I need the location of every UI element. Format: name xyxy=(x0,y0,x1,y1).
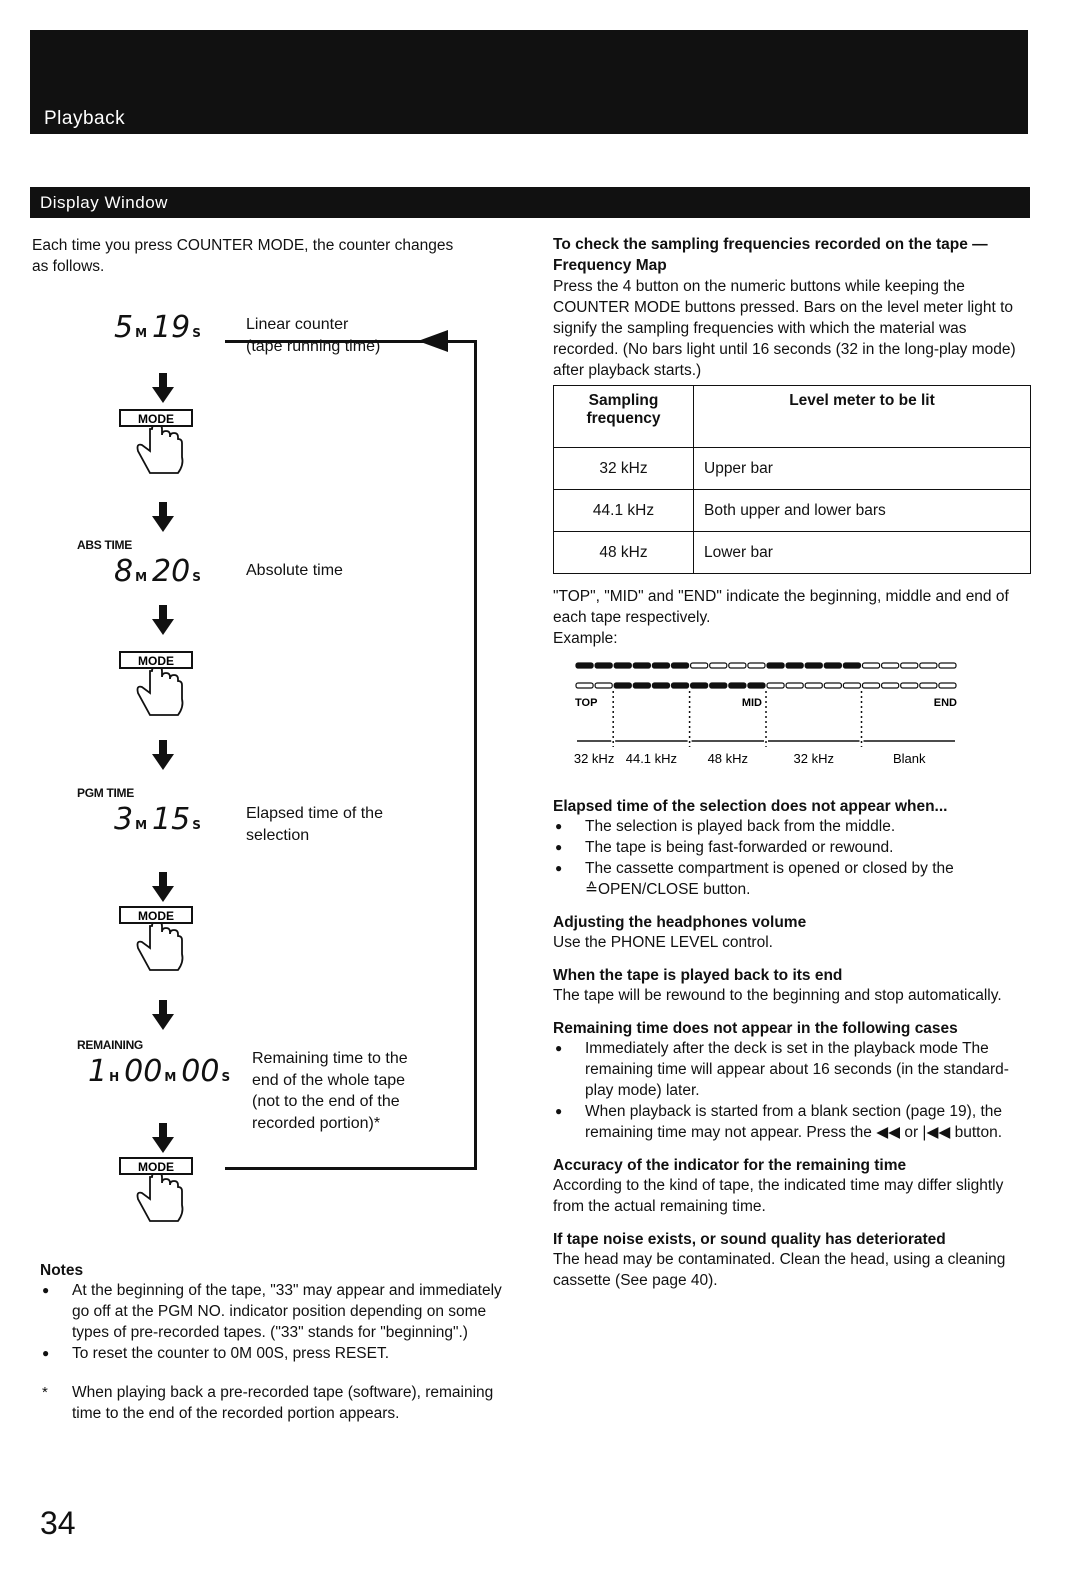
frequency-table xyxy=(553,385,1031,574)
freq-map-title: To check the sampling frequencies recorded on the tape — Frequency Map xyxy=(553,236,988,274)
level-meter-segment-lower xyxy=(863,683,880,688)
note-item: ● To reset the counter to 0M 00S, press RESET. xyxy=(40,1343,520,1364)
region-label: 32 kHz xyxy=(793,751,834,766)
down-arrow-icon xyxy=(152,605,174,635)
hand-press-icon xyxy=(118,650,198,722)
counter-display xyxy=(114,310,206,345)
table-header: Sampling frequency xyxy=(554,386,694,448)
counter-unit: S xyxy=(192,570,201,584)
freq-map-text: Press the 4 button on the numeric buttons while keeping the COUNTER MODE buttons pressed. Bars on the level meter light to signify the sampling frequencies with which the material was recorded. (No bars light until 16 seconds (32 in the long-play mode) after playback starts.) xyxy=(553,278,1016,379)
counter-unit: H xyxy=(109,1070,120,1084)
hand-press-icon xyxy=(118,408,198,480)
level-meter-segment-lower xyxy=(767,683,784,688)
counter-unit: M xyxy=(135,570,148,584)
section-heading: Elapsed time of the selection does not appear when... xyxy=(553,798,948,815)
notes-list xyxy=(40,1280,520,1424)
table-cell: 44.1 kHz xyxy=(554,490,694,532)
counter-description: Remaining time to the end of the whole tape (not to the end of the recorded portion)* xyxy=(252,1050,408,1132)
bullet-item: ● Immediately after the deck is set in the playback mode The remaining time will appear about 16 seconds (in the standard-play mode) later. xyxy=(553,1038,1033,1101)
counter-unit: M xyxy=(135,818,148,832)
counter-digits: 1 xyxy=(88,1054,108,1089)
region-label: 32 kHz xyxy=(573,751,615,766)
bullet-item: ● The cassette compartment is opened or closed by the ≙OPEN/CLOSE button. xyxy=(553,858,1033,900)
level-meter-segment-upper xyxy=(710,663,727,668)
section-text: According to the kind of tape, the indicated time may differ slightly from the actual remaining time. xyxy=(553,1177,1004,1215)
level-meter-segment-upper xyxy=(614,663,631,668)
example-label: Example: xyxy=(553,630,618,647)
table-cell: Both upper and lower bars xyxy=(694,490,1031,532)
bullet-list xyxy=(553,816,1033,900)
level-meter-segment-lower xyxy=(576,683,593,688)
level-meter-segment-upper xyxy=(729,663,746,668)
level-meter-segment-lower xyxy=(882,683,899,688)
level-meter-segment-upper xyxy=(882,663,899,668)
notes-title: Notes xyxy=(40,1262,84,1279)
bullet-item: ● When playback is started from a blank section (page 19), the remaining time may not appear. Press the ◀◀ or |◀◀ button. xyxy=(553,1101,1033,1143)
level-meter-segment-upper xyxy=(920,663,937,668)
level-meter-segment-lower xyxy=(805,683,822,688)
marker-end: END xyxy=(933,697,957,709)
section-text: The head may be contaminated. Clean the head, using a cleaning cassette (See page 40). xyxy=(553,1251,1006,1289)
counter-digits: 5 xyxy=(114,310,134,345)
level-meter-segment-upper xyxy=(805,663,822,668)
table-cell: 32 kHz xyxy=(554,448,694,490)
table-header: Level meter to be lit xyxy=(694,386,1031,448)
mode-label: MODE xyxy=(138,654,174,668)
counter-unit: S xyxy=(192,818,201,832)
level-meter-segment-lower xyxy=(595,683,612,688)
section-text: Use the PHONE LEVEL control. xyxy=(553,934,773,951)
counter-digits: 15 xyxy=(152,802,191,837)
section-heading: When the tape is played back to its end xyxy=(553,967,843,984)
level-meter-segment-upper xyxy=(633,663,650,668)
level-meter-segment-lower xyxy=(710,683,727,688)
counter-unit: S xyxy=(192,326,201,340)
counter-display xyxy=(88,1054,235,1089)
counter-display xyxy=(114,802,206,837)
level-meter-segment-upper xyxy=(901,663,918,668)
level-meter-segment-lower xyxy=(672,683,689,688)
bullet-list xyxy=(553,1038,1033,1143)
counter-digits: 3 xyxy=(114,802,134,837)
level-meter-segment-lower xyxy=(920,683,937,688)
counter-digits: 00 xyxy=(124,1054,163,1089)
mode-label: MODE xyxy=(138,909,174,923)
counter-description: Elapsed time of the selection xyxy=(246,805,383,844)
region-label: 48 kHz xyxy=(707,751,749,766)
down-arrow-icon xyxy=(152,872,174,902)
counter-unit: M xyxy=(164,1070,177,1084)
hand-press-icon xyxy=(118,1156,198,1228)
counter-digits: 20 xyxy=(152,554,191,589)
counter-digits: 00 xyxy=(181,1054,220,1089)
level-meter-segment-upper xyxy=(767,663,784,668)
level-meter-segment-lower xyxy=(939,683,956,688)
level-meter-segment-upper xyxy=(824,663,841,668)
header-bar xyxy=(30,30,1028,134)
mode-button[interactable] xyxy=(118,650,198,722)
level-meter-segment-lower xyxy=(786,683,803,688)
counter-description: Absolute time xyxy=(246,562,343,579)
counter-unit: S xyxy=(221,1070,231,1084)
loop-arrowhead xyxy=(418,330,448,352)
mode-label: MODE xyxy=(138,412,174,426)
header-title: Playback xyxy=(44,108,126,129)
down-arrow-icon xyxy=(152,1123,174,1153)
counter-digits: 8 xyxy=(114,554,134,589)
section-heading: Adjusting the headphones volume xyxy=(553,914,807,931)
footnote: * When playing back a pre-recorded tape (software), remaining time to the end of the recorded portion appears. xyxy=(40,1382,520,1424)
top-mid-end-text: "TOP", "MID" and "END" indicate the beginning, middle and end of each tape respectively. xyxy=(553,588,1009,626)
marker-mid: MID xyxy=(741,697,762,709)
level-meter-segment-upper xyxy=(672,663,689,668)
bullet-item: ● The tape is being fast-forwarded or rewound. xyxy=(553,837,1033,858)
down-arrow-icon xyxy=(152,502,174,532)
table-cell: 48 kHz xyxy=(554,532,694,574)
mode-button[interactable] xyxy=(118,408,198,480)
loop-line xyxy=(225,340,477,1170)
counter-mode-label: ABS TIME xyxy=(77,538,132,552)
section-heading: If tape noise exists, or sound quality has deteriorated xyxy=(553,1231,946,1248)
level-meter-segment-lower xyxy=(824,683,841,688)
frequency-map xyxy=(553,649,1033,779)
region-label: Blank xyxy=(892,751,926,766)
level-meter-segment-lower xyxy=(729,683,746,688)
level-meter-segment-upper xyxy=(939,663,956,668)
counter-mode-label: REMAINING xyxy=(77,1038,143,1052)
counter-display xyxy=(114,554,206,589)
level-meter-segment-lower xyxy=(633,683,650,688)
level-meter-segment-lower xyxy=(748,683,765,688)
bullet-item: ● The selection is played back from the middle. xyxy=(553,816,1033,837)
hand-press-icon xyxy=(118,905,198,977)
level-meter-segment-lower xyxy=(901,683,918,688)
section-title: Display Window xyxy=(40,193,168,212)
level-meter-segment-upper xyxy=(843,663,860,668)
level-meter-segment-lower xyxy=(614,683,631,688)
level-meter-segment-lower xyxy=(843,683,860,688)
level-meter-segment-upper xyxy=(863,663,880,668)
marker-top: TOP xyxy=(575,697,598,709)
section-bar xyxy=(30,187,1030,218)
mode-button[interactable] xyxy=(118,905,198,977)
down-arrow-icon xyxy=(152,740,174,770)
mode-button[interactable] xyxy=(118,1156,198,1228)
counter-digits: 19 xyxy=(152,310,191,345)
section-heading: Remaining time does not appear in the following cases xyxy=(553,1020,958,1037)
level-meter-segment-upper xyxy=(652,663,669,668)
region-label: 44.1 kHz xyxy=(625,751,678,766)
level-meter-segment-upper xyxy=(786,663,803,668)
counter-description: Linear counter (tape running time) xyxy=(246,316,381,355)
page-number: 34 xyxy=(40,1505,76,1541)
counter-mode-label: PGM TIME xyxy=(77,786,134,800)
level-meter-segment-upper xyxy=(748,663,765,668)
level-meter-segment-upper xyxy=(691,663,708,668)
table-cell: Upper bar xyxy=(694,448,1031,490)
level-meter-segment-upper xyxy=(595,663,612,668)
down-arrow-icon xyxy=(152,1000,174,1030)
note-item: ● At the beginning of the tape, "33" may appear and immediately go off at the PGM NO. indicator position depending on some types of pre-recorded tapes. ("33" stands for "beginning".) xyxy=(40,1280,520,1343)
section-heading: Accuracy of the indicator for the remaining time xyxy=(553,1157,907,1174)
level-meter-segment-upper xyxy=(576,663,593,668)
intro-text: Each time you press COUNTER MODE, the counter changes as follows. xyxy=(32,237,454,275)
down-arrow-icon xyxy=(152,373,174,403)
table-cell: Lower bar xyxy=(694,532,1031,574)
section-text: The tape will be rewound to the beginning and stop automatically. xyxy=(553,987,1002,1004)
mode-label: MODE xyxy=(138,1160,174,1174)
level-meter-segment-lower xyxy=(691,683,708,688)
level-meter-segment-lower xyxy=(652,683,669,688)
counter-unit: M xyxy=(135,326,148,340)
